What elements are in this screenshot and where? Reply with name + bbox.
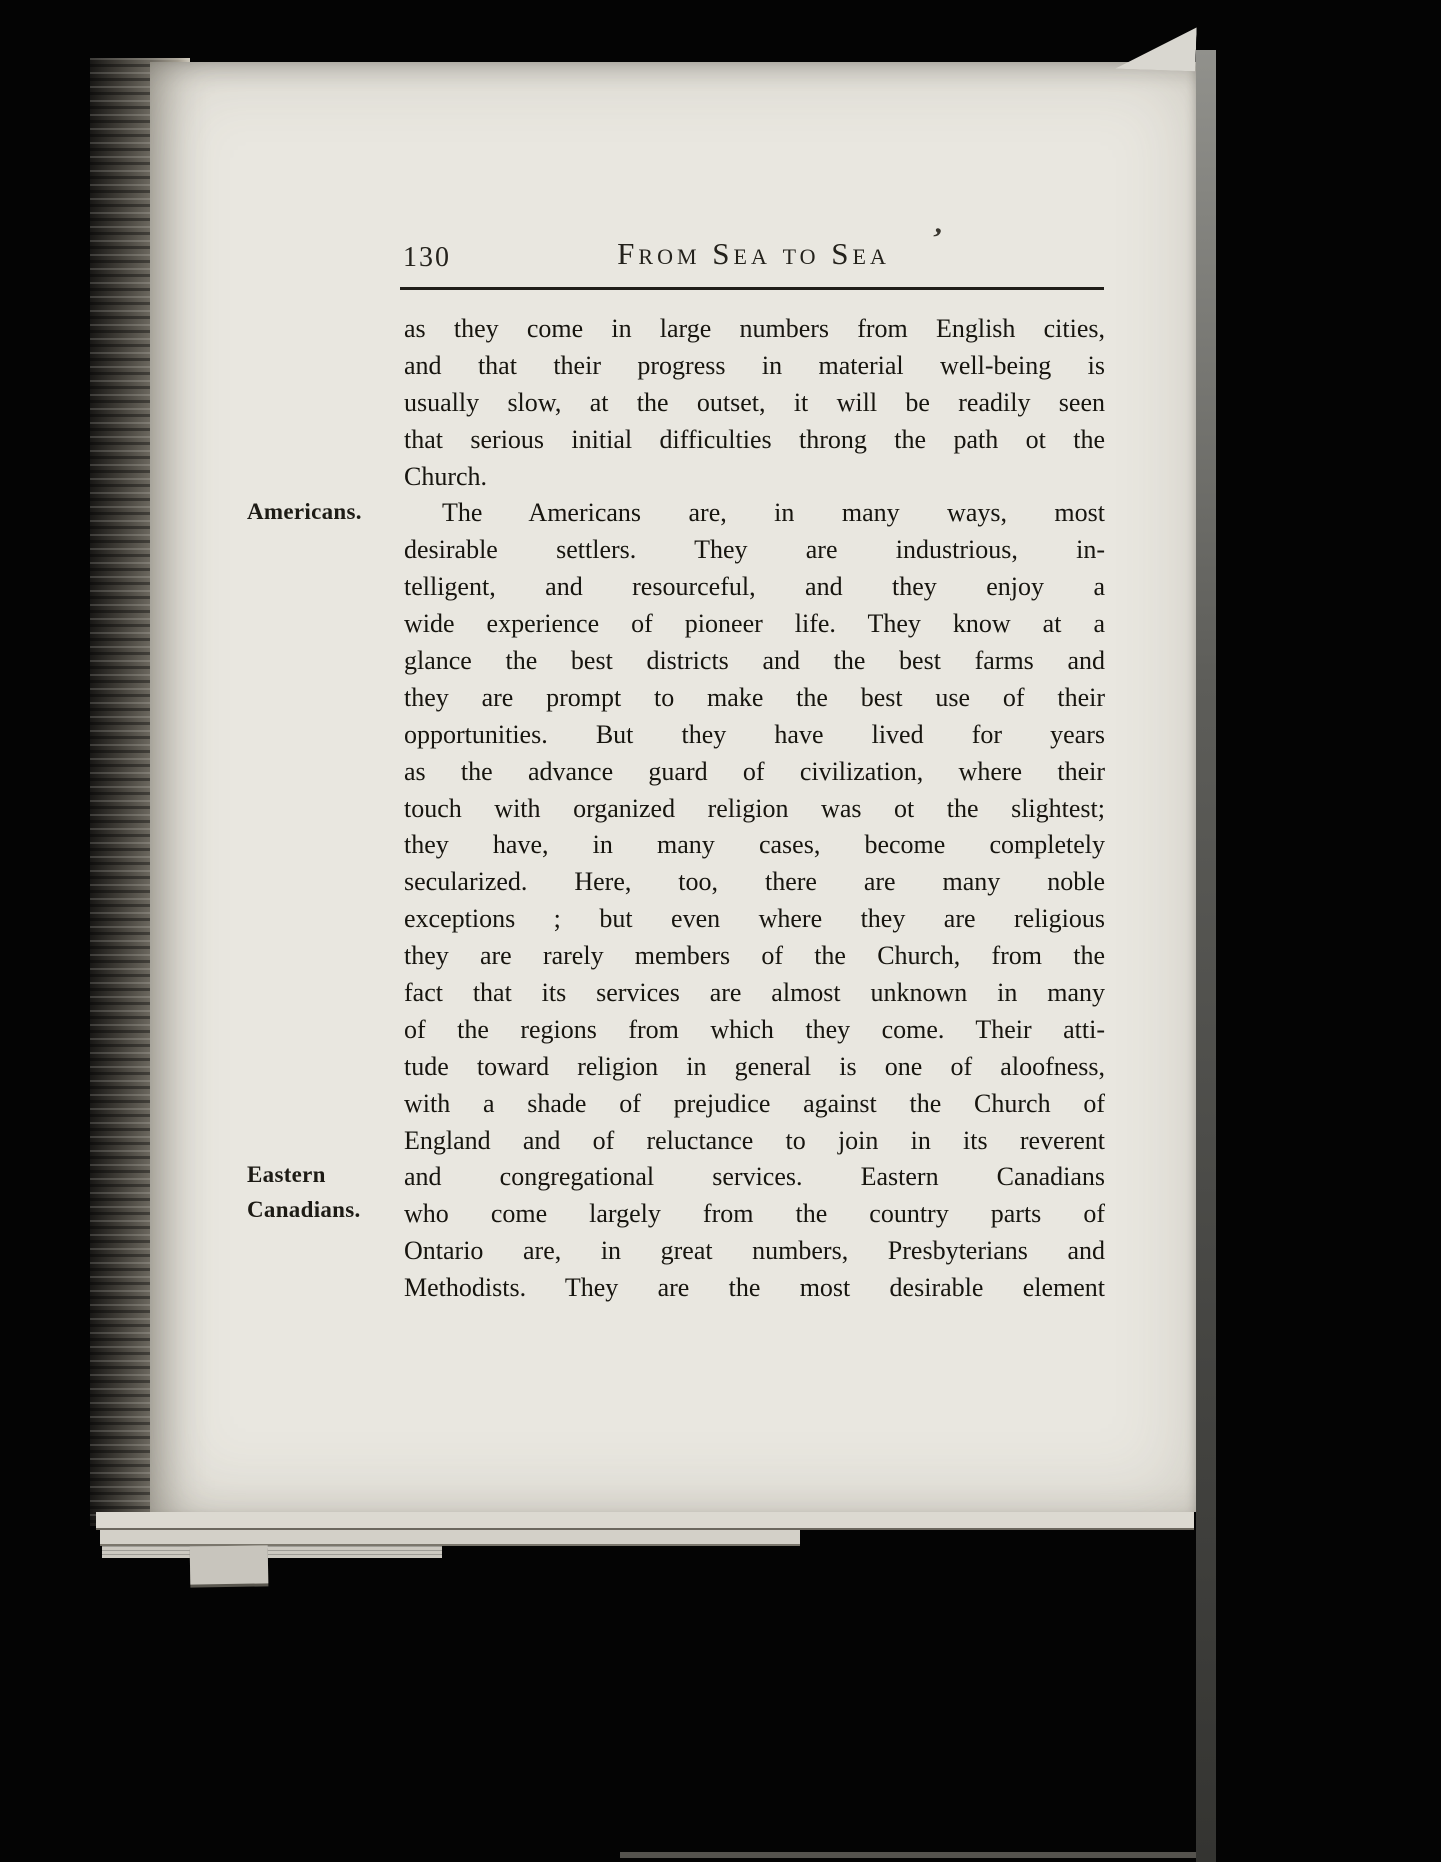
body-line: as they come in large numbers from English cities, xyxy=(404,314,1105,343)
margin-note-label: Americans. xyxy=(247,499,362,524)
body-line: The Americans are, in many ways, most xyxy=(442,498,1105,528)
body-line: Methodists. They are the most desirable element xyxy=(404,1273,1105,1303)
body-line: they are rarely members of the Church, from the xyxy=(404,941,1105,971)
body-line: they have, in many cases, become completely xyxy=(404,830,1105,860)
page-edge-tab xyxy=(190,1545,269,1584)
body-line: with a shade of prejudice against the Church of xyxy=(404,1088,1105,1118)
margin-note-americans xyxy=(247,494,397,529)
body-line: of the regions from which they come. Their atti- xyxy=(404,1014,1105,1044)
body-line: fact that its services are almost unknown in many xyxy=(404,978,1105,1008)
page-number: 130 xyxy=(403,242,451,273)
body-line: exceptions ; but even where they are religious xyxy=(404,904,1105,934)
page-corner-fold xyxy=(1115,25,1196,72)
margin-note-label: Canadians. xyxy=(247,1197,361,1222)
body-line: that serious initial difficulties throng the path ot the xyxy=(404,424,1105,454)
margin-note-eastern-canadians xyxy=(247,1157,397,1227)
pen-mark: ’ xyxy=(927,221,945,256)
body-line: who come largely from the country parts of xyxy=(404,1199,1105,1229)
page-edge-layer xyxy=(96,1512,1194,1530)
page-edge-layer xyxy=(620,1852,1196,1858)
body-line: usually slow, at the outset, it will be readily seen xyxy=(404,387,1105,417)
body-line: Ontario are, in great numbers, Presbyterians and xyxy=(404,1236,1105,1266)
page-edge-layer xyxy=(100,1530,800,1546)
text-column xyxy=(404,311,1105,1307)
body-line: tude toward religion in general is one of aloofness, xyxy=(404,1051,1105,1081)
page-edge-layer xyxy=(102,1546,442,1558)
body-line: as the advance guard of civilization, where their xyxy=(404,756,1105,786)
margin-note-label: Eastern xyxy=(247,1162,326,1187)
body-line: and congregational services. Eastern Canadians xyxy=(404,1162,1105,1192)
body-line: desirable settlers. They are industrious, in- xyxy=(404,535,1105,565)
body-line: they are prompt to make the best use of their xyxy=(404,682,1105,712)
body-line: England and of reluctance to join in its reverent xyxy=(404,1125,1105,1155)
body-line: touch with organized religion was ot the slightest; xyxy=(404,793,1105,823)
body-line: Church. xyxy=(404,461,488,491)
page-header xyxy=(403,221,1104,278)
header-rule xyxy=(400,287,1104,290)
body-line: and that their progress in material well-being is xyxy=(404,350,1105,380)
body-line: opportunities. But they have lived for years xyxy=(404,719,1105,749)
body-line: telligent, and resourceful, and they enjoy a xyxy=(404,572,1105,602)
running-title: From Sea to Sea xyxy=(617,236,890,271)
page-stack-edge xyxy=(1196,50,1216,1862)
body-line: wide experience of pioneer life. They know at a xyxy=(404,609,1105,639)
body-line: secularized. Here, too, there are many noble xyxy=(404,867,1105,897)
body-line: glance the best districts and the best farms and xyxy=(404,646,1105,676)
